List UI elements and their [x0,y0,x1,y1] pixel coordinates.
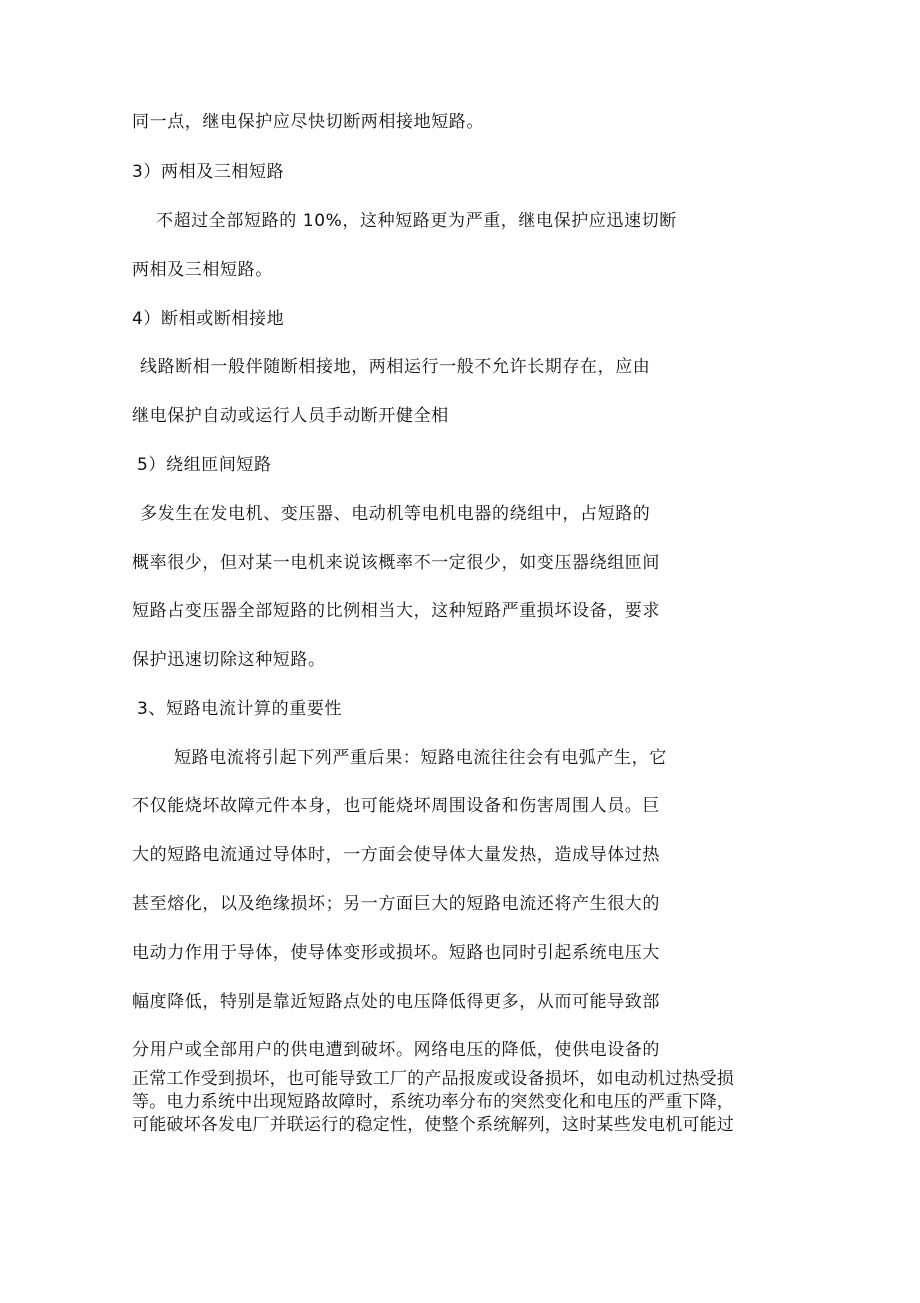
text-line: 大的短路电流通过导体时，一方面会使导体大量发热，造成导体过热 [132,845,660,865]
text-line: 不仅能烧坏故障元件本身，也可能烧坏周围设备和伤害周围人员。巨 [132,796,660,816]
text-line: 幅度降低，特别是靠近短路点处的电压降低得更多，从而可能导致部 [132,992,660,1012]
text-line: 短路电流将引起下列严重后果：短路电流往往会有电弧产生，它 [174,748,667,768]
text-line: 分用户或全部用户的供电遭到破坏。网络电压的降低，使供电设备的 [132,1040,660,1060]
section-heading: 5）绕组匝间短路 [137,455,272,475]
text-line: 等。电力系统中出现短路故障时，系统功率分布的突然变化和电压的严重下降， [132,1092,734,1112]
text-line: 同一点，继电保护应尽快切断两相接地短路。 [132,112,484,132]
text-line: 不超过全部短路的 10%，这种短路更为严重，继电保护应迅速切断 [156,211,677,231]
text-line: 多发生在发电机、变压器、电动机等电机电器的绕组中，占短路的 [140,504,651,524]
text-line: 电动力作用于导体，使导体变形或损坏。短路也同时引起系统电压大 [132,943,660,963]
text-line: 两相及三相短路。 [132,260,273,280]
text-line: 线路断相一般伴随断相接地，两相运行一般不允许长期存在，应由 [140,357,651,377]
text-line: 保护迅速切除这种短路。 [132,650,326,670]
text-line: 正常工作受到损坏，也可能导致工厂的产品报废或设备损坏，如电动机过热受损 [132,1069,734,1089]
text-line: 概率很少，但对某一电机来说该概率不一定很少，如变压器绕组匝间 [132,553,660,573]
text-line: 甚至熔化，以及绝缘损坏；另一方面巨大的短路电流还将产生很大的 [132,894,660,914]
text-line: 继电保护自动或运行人员手动断开健全相 [132,406,449,426]
text-line: 可能破坏各发电厂并联运行的稳定性，使整个系统解列，这时某些发电机可能过 [132,1115,734,1135]
section-heading: 3、短路电流计算的重要性 [137,699,343,719]
dense-paragraph [132,1068,792,1137]
section-heading: 4）断相或断相接地 [132,309,285,329]
section-heading: 3）两相及三相短路 [132,162,285,182]
text-line: 短路占变压器全部短路的比例相当大，这种短路严重损坏设备，要求 [132,601,660,621]
